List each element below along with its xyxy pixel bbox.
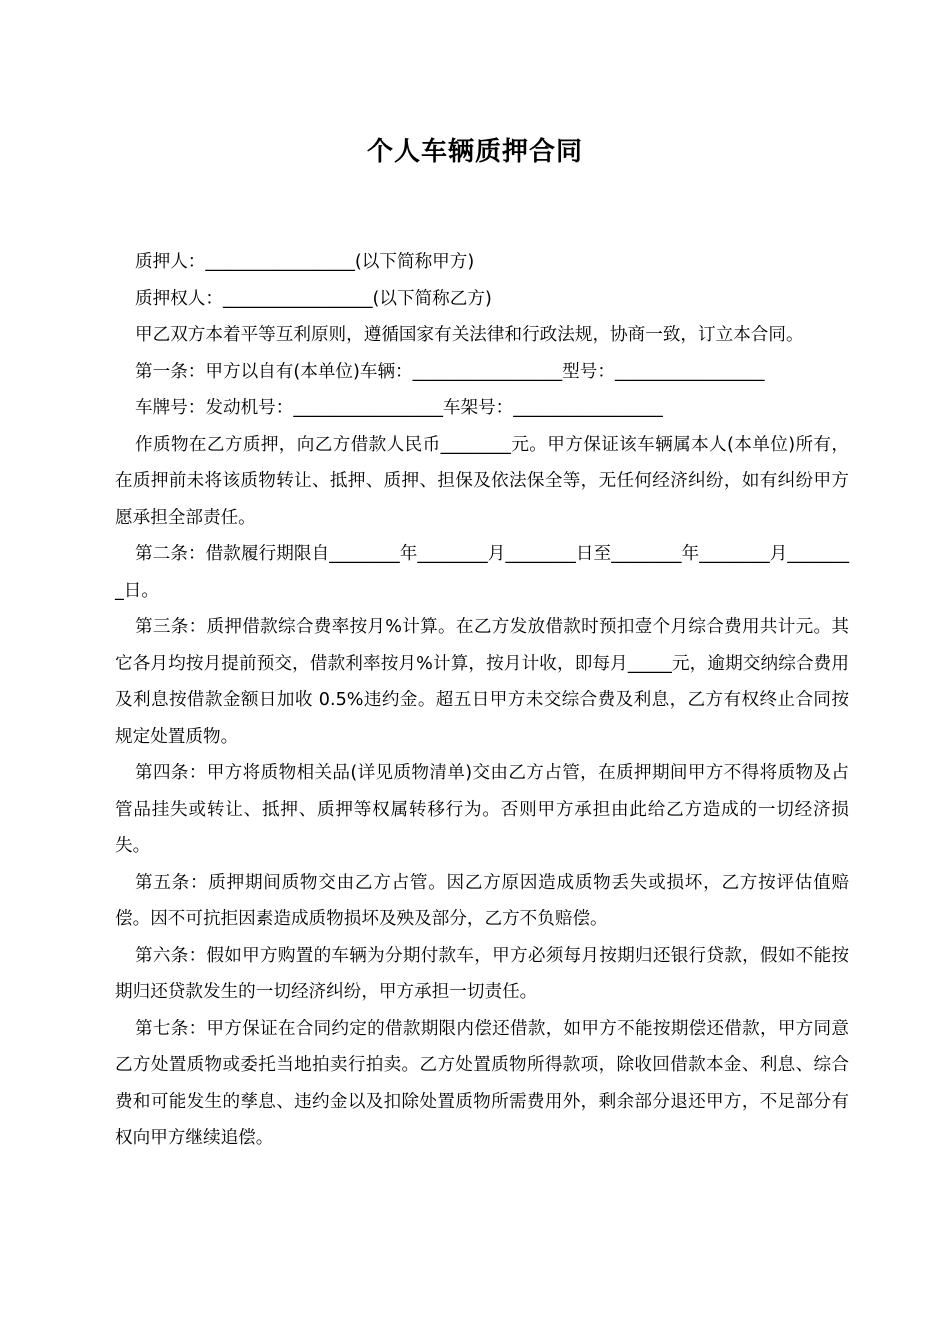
- document-body: [115, 244, 849, 1157]
- clause-article-6: 第六条：假如甲方购置的车辆为分期付款车，甲方必须每月按期归还银行贷款，假如不能按期归还贷款发生的一切经济纠纷，甲方承担一切责任。: [115, 945, 849, 1002]
- clause-article-3: 第三条：质押借款综合费率按月%计算。在乙方发放借款时预扣壹个月综合费用共计元。其它各月均按月提前预交，借款利率按月%计算，按月计收，即每月_____元，逾期交纳综合费用及利息按借款金额日加收 0.5%违约金。超五日甲方未交综合费及利息，乙方有权终止合同按规定处置质物。: [115, 617, 849, 747]
- clause-article-4: 第四条：甲方将质物相关品(详见质物清单)交由乙方占管，在质押期间甲方不得将质物及占管品挂失或转让、抵押、质押等权属转移行为。否则甲方承担由此给乙方造成的一切经济损失。: [115, 763, 849, 856]
- clause-article-1-vehicle-ids: 车牌号：发动机号：_________________车架号：_________________: [135, 398, 663, 418]
- document-title: 个人车辆质押合同: [366, 137, 583, 167]
- clause-article-5: 第五条：质押期间质物交由乙方占管。因乙方原因造成质物丢失或损坏，乙方按评估值赔偿。因不可抗拒因素造成质物损坏及殃及部分，乙方不负赔偿。: [115, 872, 849, 929]
- clause-article-1: 第一条：甲方以自有(本单位)车辆：_________________型号：_________________: [135, 361, 765, 382]
- clause-preamble: 甲乙双方本着平等互利原则，遵循国家有关法律和行政法规，协商一致，订立本合同。: [135, 325, 804, 345]
- clause-pledgor: 质押人：_________________(以下简称甲方): [135, 252, 475, 272]
- clause-article-1-loan: 作质物在乙方质押，向乙方借款人民币________元。甲方保证该车辆属本人(本单位)所有，在质押前未将该质物转让、抵押、质押、担保及依法保全等，无任何经济纠纷，如有纠纷甲方愿承担全部责任。: [115, 434, 849, 528]
- clause-pledgee: 质押权人：_________________(以下简称乙方): [135, 288, 492, 309]
- clause-article-7: 第七条：甲方保证在合同约定的借款期限内偿还借款，如甲方不能按期偿还借款，甲方同意乙方处置质物或委托当地拍卖行拍卖。乙方处置质物所得款项，除收回借款本金、利息、综合费和可能发生的孳息、违约金以及扣除处置质物所需费用外，剩余部分退还甲方，不足部分有权向甲方继续追偿。: [115, 1018, 849, 1148]
- clause-article-2: 第二条：借款履行期限自________年________月________日至________年________月________日。: [115, 544, 849, 601]
